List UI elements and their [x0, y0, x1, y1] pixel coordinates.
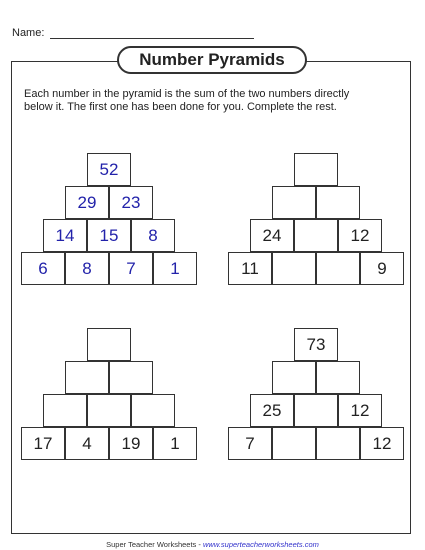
pyramid-cell[interactable]: [131, 394, 175, 427]
pyramid-cell: 25: [250, 394, 294, 427]
pyramid-cell: 1: [153, 252, 197, 285]
pyramid-cell: 17: [21, 427, 65, 460]
pyramid-cell: 6: [21, 252, 65, 285]
pyramid-cell: 8: [65, 252, 109, 285]
pyramid-cell: 11: [228, 252, 272, 285]
pyramid-cell[interactable]: [316, 252, 360, 285]
pyramid-cell[interactable]: [272, 361, 316, 394]
pyramid-cell: 12: [338, 394, 382, 427]
pyramid-cell: 9: [360, 252, 404, 285]
page-title: Number Pyramids: [117, 46, 307, 74]
pyramid-cell[interactable]: [109, 361, 153, 394]
instructions-text: Each number in the pyramid is the sum of the two numbers directly below it. The first one has been done for you. Complete the rest.: [24, 88, 350, 113]
pyramid-cell: 52: [87, 153, 131, 186]
pyramid-cell[interactable]: [87, 328, 131, 361]
pyramid-cell[interactable]: [316, 186, 360, 219]
name-label: Name:: [12, 27, 45, 39]
pyramid-cell: 14: [43, 219, 87, 252]
pyramid-cell[interactable]: [294, 394, 338, 427]
pyramid-cell[interactable]: [294, 153, 338, 186]
pyramid-cell: 24: [250, 219, 294, 252]
pyramid-cell: 73: [294, 328, 338, 361]
pyramid-cell[interactable]: [316, 427, 360, 460]
name-field[interactable]: [50, 38, 254, 39]
worksheet-frame: [11, 61, 411, 534]
pyramid-cell: 29: [65, 186, 109, 219]
footer: [0, 540, 425, 549]
pyramid-cell: 8: [131, 219, 175, 252]
pyramid-cell[interactable]: [272, 186, 316, 219]
footer-text: Super Teacher Worksheets -: [106, 540, 203, 549]
pyramid-cell[interactable]: [87, 394, 131, 427]
pyramid-cell[interactable]: [272, 252, 316, 285]
pyramid-cell: 7: [109, 252, 153, 285]
pyramid-cell: 12: [360, 427, 404, 460]
pyramid-cell[interactable]: [65, 361, 109, 394]
pyramid-cell[interactable]: [316, 361, 360, 394]
pyramid-cell[interactable]: [43, 394, 87, 427]
footer-link[interactable]: www.superteacherworksheets.com: [202, 540, 319, 549]
pyramid-cell[interactable]: [294, 219, 338, 252]
pyramid-cell: 1: [153, 427, 197, 460]
pyramid-cell: 19: [109, 427, 153, 460]
pyramid-cell: 4: [65, 427, 109, 460]
pyramid-cell: 15: [87, 219, 131, 252]
pyramid-cell: 12: [338, 219, 382, 252]
pyramid-cell[interactable]: [272, 427, 316, 460]
pyramid-cell: 7: [228, 427, 272, 460]
pyramid-cell: 23: [109, 186, 153, 219]
